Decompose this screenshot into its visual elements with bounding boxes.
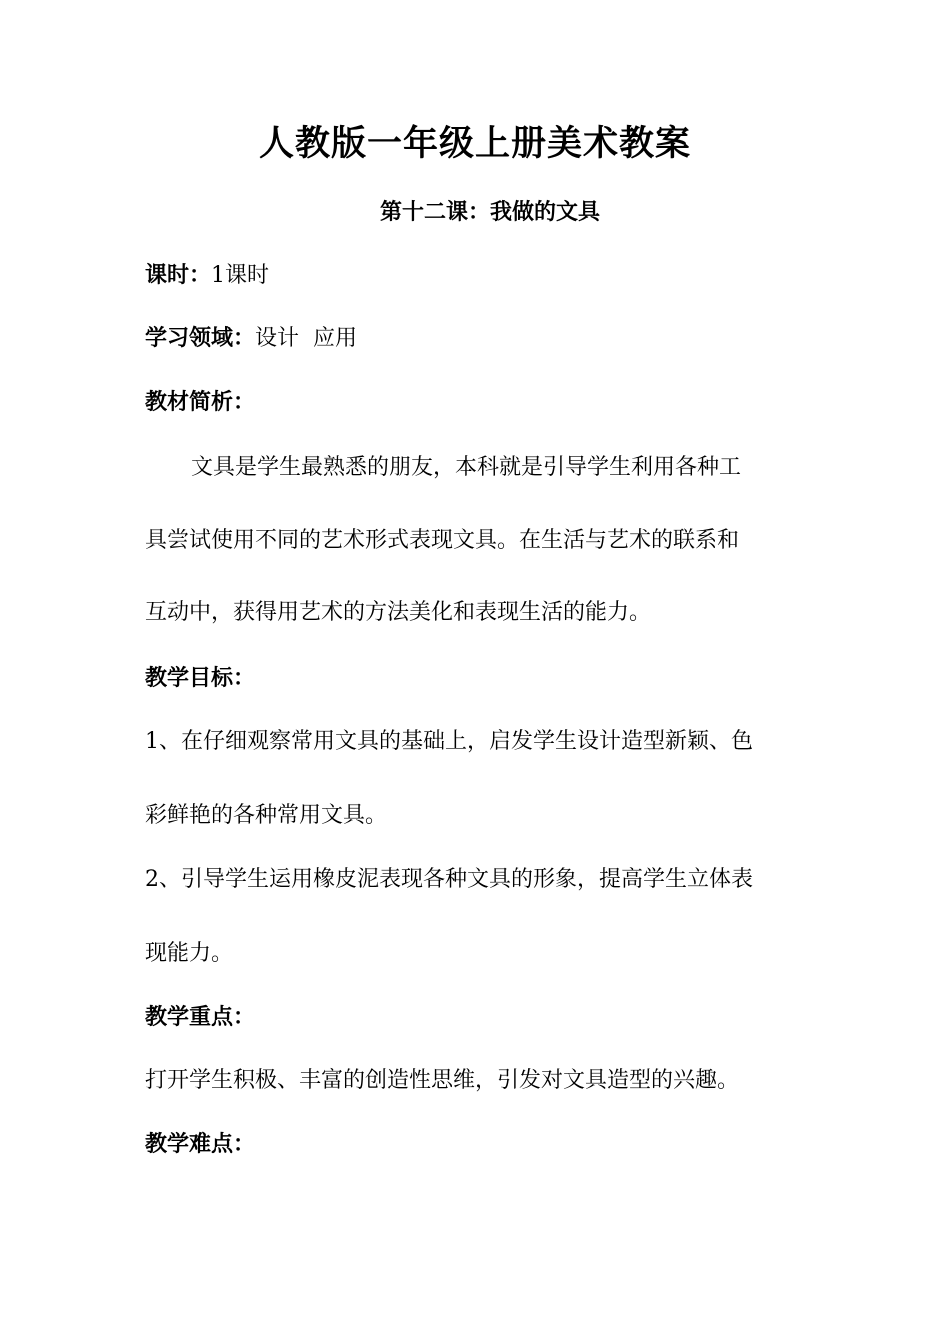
difficulties-heading: 教学难点： <box>145 1131 256 1157</box>
teaching-goals-heading: 教学目标： <box>145 665 256 691</box>
key-points-heading: 教学重点： <box>145 1004 256 1030</box>
class-hours-label: 课时： <box>145 262 212 288</box>
material-analysis-line-2: 具尝试使用不同的艺术形式表现文具。在生活与艺术的联系和 <box>145 528 740 553</box>
teaching-goal-line-3: 2、引导学生运用橡皮泥表现各种文具的形象，提高学生立体表 <box>145 867 753 892</box>
document-title: 人教版一年级上册美术教案 <box>258 123 691 164</box>
learning-field-label: 学习领域： <box>145 325 256 351</box>
material-analysis-line-3: 互动中，获得用艺术的方法美化和表现生活的能力。 <box>145 600 652 625</box>
key-points-line-1: 打开学生积极、丰富的创造性思维，引发对文具造型的兴趣。 <box>145 1068 740 1093</box>
teaching-goal-line-2: 彩鲜艳的各种常用文具。 <box>145 803 388 828</box>
class-hours-value: 1课时 <box>211 263 270 288</box>
class-hours-line <box>145 259 825 292</box>
lesson-subtitle: 第十二课：我做的文具 <box>379 199 600 225</box>
teaching-goal-line-4: 现能力。 <box>145 941 234 966</box>
learning-field-value: 设计 应用 <box>255 326 358 351</box>
material-analysis-heading: 教材简析： <box>145 389 256 415</box>
material-analysis-line-1: 文具是学生最熟悉的朋友，本科就是引导学生利用各种工 <box>191 455 742 480</box>
learning-field-line <box>145 322 825 355</box>
teaching-goal-line-1: 1、在仔细观察常用文具的基础上，启发学生设计造型新颖、色 <box>145 729 753 754</box>
